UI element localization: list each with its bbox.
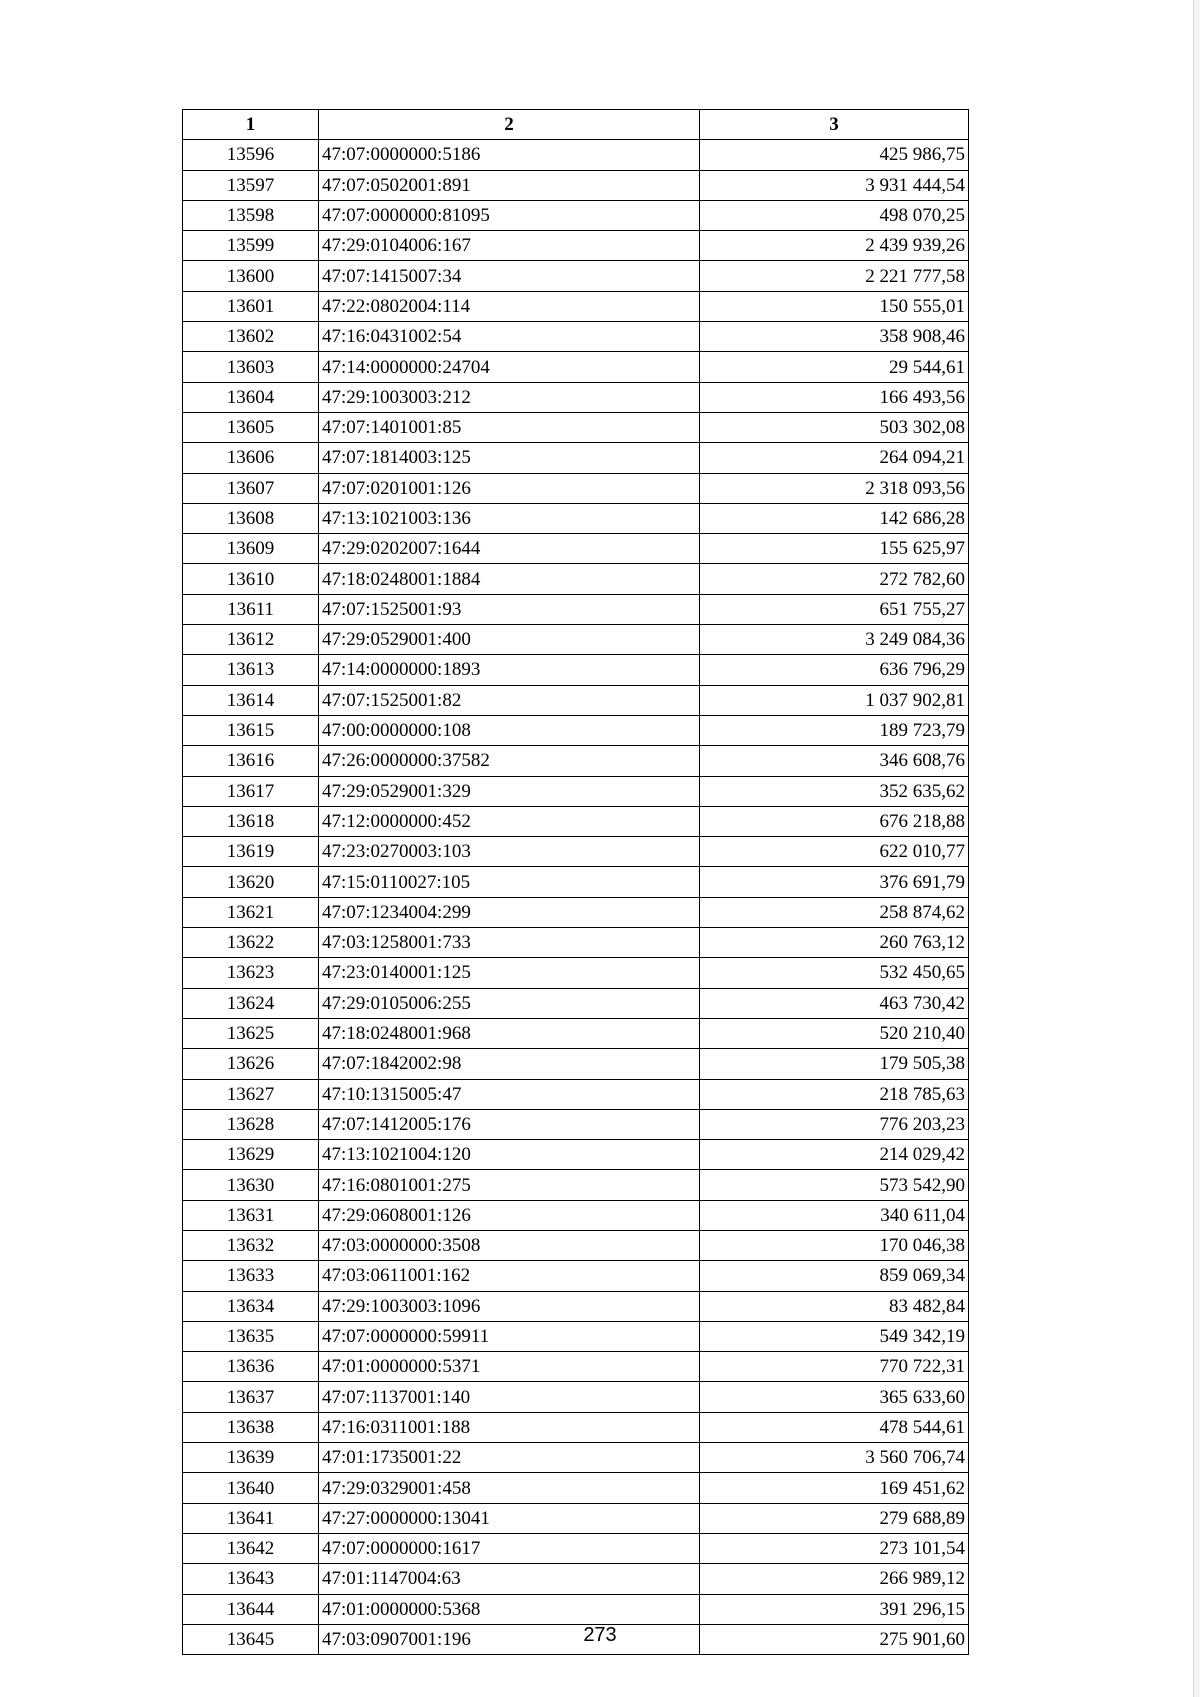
- value-cell: 859 069,34: [700, 1261, 969, 1291]
- value-cell: 2 439 939,26: [700, 231, 969, 261]
- value-cell: 352 635,62: [700, 776, 969, 806]
- value-cell: 532 450,65: [700, 958, 969, 988]
- row-number-cell: 13600: [183, 261, 319, 291]
- value-cell: 498 070,25: [700, 200, 969, 230]
- value-cell: 170 046,38: [700, 1230, 969, 1260]
- table-row: [183, 625, 969, 655]
- cadastral-number-cell: 47:29:0105006:255: [319, 988, 700, 1018]
- row-number-cell: 13621: [183, 897, 319, 927]
- cadastral-number-cell: 47:10:1315005:47: [319, 1079, 700, 1109]
- table-row: [183, 1503, 969, 1533]
- row-number-cell: 13598: [183, 200, 319, 230]
- table-row: [183, 1352, 969, 1382]
- row-number-cell: 13640: [183, 1473, 319, 1503]
- value-cell: 3 931 444,54: [700, 170, 969, 200]
- table-row: [183, 897, 969, 927]
- cadastral-number-cell: 47:01:1147004:63: [319, 1564, 700, 1594]
- cadastral-number-cell: 47:07:0000000:59911: [319, 1321, 700, 1351]
- cadastral-number-cell: 47:14:0000000:1893: [319, 655, 700, 685]
- table-row: [183, 1412, 969, 1442]
- table-row: [183, 1140, 969, 1170]
- value-cell: 520 210,40: [700, 1018, 969, 1048]
- value-cell: 346 608,76: [700, 746, 969, 776]
- value-cell: 636 796,29: [700, 655, 969, 685]
- cadastral-number-cell: 47:07:1525001:82: [319, 685, 700, 715]
- value-cell: 214 029,42: [700, 1140, 969, 1170]
- table-row: [183, 928, 969, 958]
- row-number-cell: 13627: [183, 1079, 319, 1109]
- table-row: [183, 352, 969, 382]
- cadastral-number-cell: 47:29:0104006:167: [319, 231, 700, 261]
- value-cell: 260 763,12: [700, 928, 969, 958]
- table-row: [183, 1443, 969, 1473]
- cadastral-number-cell: 47:13:1021003:136: [319, 503, 700, 533]
- cadastral-number-cell: 47:07:1525001:93: [319, 594, 700, 624]
- row-number-cell: 13636: [183, 1352, 319, 1382]
- row-number-cell: 13624: [183, 988, 319, 1018]
- value-cell: 503 302,08: [700, 412, 969, 442]
- table-row: [183, 140, 969, 170]
- row-number-cell: 13603: [183, 352, 319, 382]
- cadastral-number-cell: 47:23:0140001:125: [319, 958, 700, 988]
- value-cell: 358 908,46: [700, 322, 969, 352]
- cadastral-number-cell: 47:01:1735001:22: [319, 1443, 700, 1473]
- row-number-cell: 13601: [183, 291, 319, 321]
- cadastral-number-cell: 47:15:0110027:105: [319, 867, 700, 897]
- value-cell: 3 249 084,36: [700, 625, 969, 655]
- table-row: [183, 443, 969, 473]
- cadastral-number-cell: 47:03:1258001:733: [319, 928, 700, 958]
- row-number-cell: 13611: [183, 594, 319, 624]
- row-number-cell: 13622: [183, 928, 319, 958]
- cadastral-number-cell: 47:07:1234004:299: [319, 897, 700, 927]
- table-row: [183, 1594, 969, 1624]
- cadastral-number-cell: 47:07:1415007:34: [319, 261, 700, 291]
- page-edge: [1193, 0, 1200, 1697]
- value-cell: 279 688,89: [700, 1503, 969, 1533]
- value-cell: 2 221 777,58: [700, 261, 969, 291]
- cadastral-number-cell: 47:16:0311001:188: [319, 1412, 700, 1442]
- row-number-cell: 13609: [183, 534, 319, 564]
- row-number-cell: 13633: [183, 1261, 319, 1291]
- cadastral-number-cell: 47:07:0000000:5186: [319, 140, 700, 170]
- row-number-cell: 13625: [183, 1018, 319, 1048]
- table-row: [183, 1291, 969, 1321]
- value-cell: 189 723,79: [700, 715, 969, 745]
- cadastral-number-cell: 47:07:1412005:176: [319, 1109, 700, 1139]
- table-row: [183, 170, 969, 200]
- cadastral-number-cell: 47:03:0907001:196: [319, 1624, 700, 1654]
- row-number-cell: 13645: [183, 1624, 319, 1654]
- cadastral-number-cell: 47:29:0329001:458: [319, 1473, 700, 1503]
- row-number-cell: 13620: [183, 867, 319, 897]
- cadastral-number-cell: 47:07:1401001:85: [319, 412, 700, 442]
- row-number-cell: 13610: [183, 564, 319, 594]
- table-row: [183, 564, 969, 594]
- value-cell: 676 218,88: [700, 806, 969, 836]
- row-number-cell: 13635: [183, 1321, 319, 1351]
- table-row: [183, 1382, 969, 1412]
- value-cell: 266 989,12: [700, 1564, 969, 1594]
- column-header-2: 2: [319, 110, 700, 140]
- table-row: [183, 1200, 969, 1230]
- cadastral-number-cell: 47:07:1842002:98: [319, 1049, 700, 1079]
- row-number-cell: 13615: [183, 715, 319, 745]
- table-row: [183, 1533, 969, 1563]
- column-header-1: 1: [183, 110, 319, 140]
- value-cell: 365 633,60: [700, 1382, 969, 1412]
- table-row: [183, 1564, 969, 1594]
- row-number-cell: 13599: [183, 231, 319, 261]
- table-row: [183, 1018, 969, 1048]
- row-number-cell: 13626: [183, 1049, 319, 1079]
- table-row: [183, 746, 969, 776]
- table-row: [183, 685, 969, 715]
- cadastral-number-cell: 47:29:0529001:400: [319, 625, 700, 655]
- table-row: [183, 261, 969, 291]
- cadastral-number-cell: 47:01:0000000:5371: [319, 1352, 700, 1382]
- table-row: [183, 1109, 969, 1139]
- data-table: [182, 109, 969, 1655]
- table-row: [183, 412, 969, 442]
- table-row: [183, 715, 969, 745]
- value-cell: 622 010,77: [700, 837, 969, 867]
- row-number-cell: 13604: [183, 382, 319, 412]
- row-number-cell: 13642: [183, 1533, 319, 1563]
- cadastral-number-cell: 47:23:0270003:103: [319, 837, 700, 867]
- value-cell: 2 318 093,56: [700, 473, 969, 503]
- value-cell: 166 493,56: [700, 382, 969, 412]
- row-number-cell: 13614: [183, 685, 319, 715]
- cadastral-number-cell: 47:29:0202007:1644: [319, 534, 700, 564]
- table-row: [183, 1321, 969, 1351]
- value-cell: 478 544,61: [700, 1412, 969, 1442]
- table-row: [183, 382, 969, 412]
- table-row: [183, 776, 969, 806]
- table-row: [183, 806, 969, 836]
- cadastral-number-cell: 47:03:0000000:3508: [319, 1230, 700, 1260]
- row-number-cell: 13643: [183, 1564, 319, 1594]
- row-number-cell: 13606: [183, 443, 319, 473]
- row-number-cell: 13618: [183, 806, 319, 836]
- value-cell: 376 691,79: [700, 867, 969, 897]
- row-number-cell: 13629: [183, 1140, 319, 1170]
- value-cell: 258 874,62: [700, 897, 969, 927]
- column-header-3: 3: [700, 110, 969, 140]
- cadastral-number-cell: 47:14:0000000:24704: [319, 352, 700, 382]
- row-number-cell: 13597: [183, 170, 319, 200]
- value-cell: 29 544,61: [700, 352, 969, 382]
- row-number-cell: 13637: [183, 1382, 319, 1412]
- row-number-cell: 13634: [183, 1291, 319, 1321]
- row-number-cell: 13628: [183, 1109, 319, 1139]
- header-row: [183, 110, 969, 140]
- cadastral-number-cell: 47:03:0611001:162: [319, 1261, 700, 1291]
- cadastral-number-cell: 47:07:0000000:1617: [319, 1533, 700, 1563]
- cadastral-number-cell: 47:16:0801001:275: [319, 1170, 700, 1200]
- cadastral-number-cell: 47:29:1003003:1096: [319, 1291, 700, 1321]
- value-cell: 272 782,60: [700, 564, 969, 594]
- value-cell: 155 625,97: [700, 534, 969, 564]
- table-body: [183, 140, 969, 1655]
- cadastral-number-cell: 47:07:1814003:125: [319, 443, 700, 473]
- table-row: [183, 503, 969, 533]
- value-cell: 1 037 902,81: [700, 685, 969, 715]
- row-number-cell: 13613: [183, 655, 319, 685]
- row-number-cell: 13607: [183, 473, 319, 503]
- page-number: 273: [583, 1624, 617, 1646]
- cadastral-number-cell: 47:29:1003003:212: [319, 382, 700, 412]
- table-row: [183, 1261, 969, 1291]
- value-cell: 3 560 706,74: [700, 1443, 969, 1473]
- cadastral-number-cell: 47:13:1021004:120: [319, 1140, 700, 1170]
- row-number-cell: 13617: [183, 776, 319, 806]
- value-cell: 463 730,42: [700, 988, 969, 1018]
- cadastral-number-cell: 47:27:0000000:13041: [319, 1503, 700, 1533]
- row-number-cell: 13612: [183, 625, 319, 655]
- cadastral-number-cell: 47:29:0608001:126: [319, 1200, 700, 1230]
- value-cell: 169 451,62: [700, 1473, 969, 1503]
- table-row: [183, 1473, 969, 1503]
- row-number-cell: 13644: [183, 1594, 319, 1624]
- row-number-cell: 13630: [183, 1170, 319, 1200]
- cadastral-number-cell: 47:07:0502001:891: [319, 170, 700, 200]
- cadastral-number-cell: 47:16:0431002:54: [319, 322, 700, 352]
- row-number-cell: 13605: [183, 412, 319, 442]
- row-number-cell: 13608: [183, 503, 319, 533]
- cadastral-number-cell: 47:18:0248001:1884: [319, 564, 700, 594]
- table-row: [183, 655, 969, 685]
- row-number-cell: 13616: [183, 746, 319, 776]
- cadastral-number-cell: 47:26:0000000:37582: [319, 746, 700, 776]
- table-row: [183, 1230, 969, 1260]
- value-cell: 83 482,84: [700, 1291, 969, 1321]
- value-cell: 264 094,21: [700, 443, 969, 473]
- table-row: [183, 958, 969, 988]
- table-row: [183, 534, 969, 564]
- row-number-cell: 13596: [183, 140, 319, 170]
- row-number-cell: 13623: [183, 958, 319, 988]
- value-cell: 218 785,63: [700, 1079, 969, 1109]
- value-cell: 425 986,75: [700, 140, 969, 170]
- cadastral-number-cell: 47:07:0201001:126: [319, 473, 700, 503]
- value-cell: 391 296,15: [700, 1594, 969, 1624]
- row-number-cell: 13602: [183, 322, 319, 352]
- cadastral-number-cell: 47:01:0000000:5368: [319, 1594, 700, 1624]
- value-cell: 340 611,04: [700, 1200, 969, 1230]
- cadastral-number-cell: 47:00:0000000:108: [319, 715, 700, 745]
- value-cell: 142 686,28: [700, 503, 969, 533]
- cadastral-number-cell: 47:12:0000000:452: [319, 806, 700, 836]
- table-row: [183, 231, 969, 261]
- cadastral-number-cell: 47:22:0802004:114: [319, 291, 700, 321]
- value-cell: 770 722,31: [700, 1352, 969, 1382]
- value-cell: 776 203,23: [700, 1109, 969, 1139]
- table-row: [183, 200, 969, 230]
- value-cell: 273 101,54: [700, 1533, 969, 1563]
- table-row: [183, 1079, 969, 1109]
- row-number-cell: 13619: [183, 837, 319, 867]
- value-cell: 150 555,01: [700, 291, 969, 321]
- table-header: [183, 110, 969, 140]
- cadastral-number-cell: 47:07:1137001:140: [319, 1382, 700, 1412]
- cadastral-number-cell: 47:18:0248001:968: [319, 1018, 700, 1048]
- row-number-cell: 13641: [183, 1503, 319, 1533]
- value-cell: 549 342,19: [700, 1321, 969, 1351]
- row-number-cell: 13638: [183, 1412, 319, 1442]
- cadastral-number-cell: 47:07:0000000:81095: [319, 200, 700, 230]
- table-row: [183, 291, 969, 321]
- value-cell: 179 505,38: [700, 1049, 969, 1079]
- table-row: [183, 322, 969, 352]
- table-row: [183, 837, 969, 867]
- table-row: [183, 594, 969, 624]
- table-row: [183, 1170, 969, 1200]
- value-cell: 573 542,90: [700, 1170, 969, 1200]
- row-number-cell: 13639: [183, 1443, 319, 1473]
- cadastral-number-cell: 47:29:0529001:329: [319, 776, 700, 806]
- row-number-cell: 13632: [183, 1230, 319, 1260]
- table-row: [183, 988, 969, 1018]
- table-row: [183, 1049, 969, 1079]
- table-row: [183, 867, 969, 897]
- row-number-cell: 13631: [183, 1200, 319, 1230]
- value-cell: 651 755,27: [700, 594, 969, 624]
- value-cell: 275 901,60: [700, 1624, 969, 1654]
- table-row: [183, 473, 969, 503]
